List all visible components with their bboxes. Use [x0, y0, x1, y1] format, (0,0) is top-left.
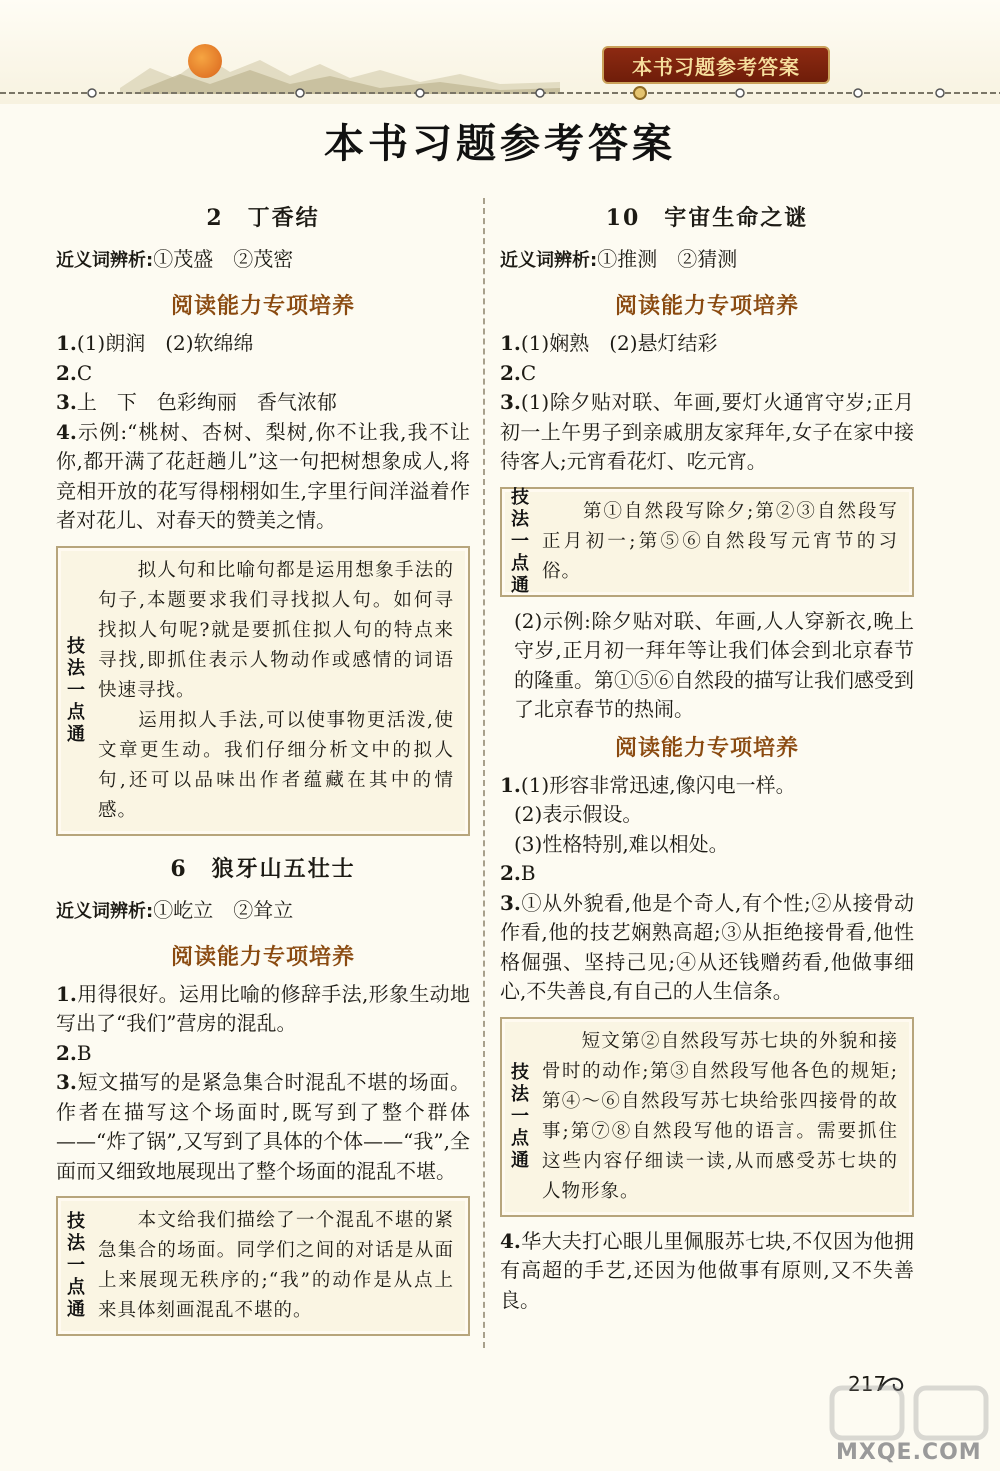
answer-item — [500, 329, 914, 359]
header-badge: 本书习题参考答案 — [602, 46, 830, 84]
answer-item — [500, 388, 914, 477]
answer-text: 上 下 色彩绚丽 香气浓郁 — [76, 390, 337, 414]
answer-item — [56, 418, 470, 536]
answer-number: 1. — [500, 772, 521, 797]
answer-item — [56, 388, 470, 418]
answer-text: (2)表示假设。 — [514, 802, 643, 826]
section-heading: 阅读能力专项培养 — [614, 293, 799, 319]
column-divider — [483, 198, 485, 1348]
vocab-text: ①屹立 ②耸立 — [153, 897, 294, 922]
answer-number: 4. — [500, 1228, 521, 1253]
tip-label: 技法一点通 — [67, 635, 85, 745]
tip-label: 技法一点通 — [67, 1211, 85, 1320]
answer-text: B — [520, 861, 536, 885]
answer-item — [500, 1227, 914, 1316]
answer-number: 1. — [56, 981, 77, 1006]
right-column — [500, 195, 914, 1315]
sun-icon — [188, 44, 222, 78]
tip-label: 技法一点通 — [511, 486, 529, 596]
answer-number: 1. — [56, 331, 77, 355]
answer-item — [56, 1068, 470, 1186]
vocab-line — [56, 241, 470, 279]
page-number: 217 — [848, 1372, 887, 1396]
answer-item — [500, 359, 914, 389]
answer-item — [56, 980, 470, 1039]
answer-number: 3. — [56, 1070, 77, 1094]
page-title: 本书习题参考答案 — [324, 120, 676, 167]
answer-number: 2. — [500, 861, 521, 885]
lesson-title: 10 宇宙生命之谜 — [605, 205, 809, 231]
tip-box — [500, 487, 914, 597]
answer-number: 4. — [56, 419, 77, 444]
answer-text: (1)娴熟 (2)悬灯结彩 — [520, 331, 718, 355]
answer-number: 3. — [500, 390, 521, 414]
answer-text: C — [520, 360, 537, 385]
answer-number: 3. — [500, 890, 521, 915]
section-heading: 阅读能力专项培养 — [614, 734, 799, 761]
answer-continuation: (2)示例:除夕贴对联、年画,人人穿新衣,晚上守岁,正月初一拜年等让我们体会到北京春节的隆重。第①⑤⑥自然段的描写让我们感受到了北京春节的热闹。 — [514, 608, 914, 721]
header-rule — [0, 88, 1000, 98]
tip-text: 短文第②自然段写苏七块的外貌和接骨时的动作;第③自然段写他各色的规矩;第④～⑥自然段写苏七块给张四接骨的故事;第⑦⑧自然段写他的语言。需要抓住这些内容仔细读一读,从而感受苏七块的人物形象。 — [542, 1030, 898, 1202]
tip-text: 本文给我们描绘了一个混乱不堪的紧急集合的场面。同学们之间的对话是从面上来展现无秩序的;“我”的动作是从点上来具体刻画混乱不堪的。 — [98, 1210, 454, 1321]
tip-box — [500, 1017, 914, 1217]
vocab-line — [500, 241, 914, 279]
answer-number: 1. — [500, 331, 521, 355]
answer-item — [500, 859, 914, 889]
section-heading: 阅读能力专项培养 — [170, 293, 355, 319]
answer-text: C — [76, 360, 93, 385]
answer-text: (3)性格特别,难以相处。 — [514, 831, 729, 856]
answer-number: 2. — [500, 360, 521, 385]
answer-item — [56, 1039, 470, 1069]
vocab-label: 近义词辨析: — [56, 900, 154, 922]
lesson-title: 6 狼牙山五壮士 — [170, 855, 356, 882]
answer-item — [500, 889, 914, 1007]
vocab-line — [56, 892, 470, 930]
left-column — [56, 195, 470, 1346]
answer-number: 2. — [56, 360, 77, 385]
tip-text: 拟人句和比喻句都是运用想象手法的句子,本题要求我们寻找拟人句。如何寻找拟人句呢?就是要抓住拟人句的特点来寻找,即抓住表示人物动作或感情的词语快速寻找。 运用拟人手法,可以使事物更活泼,使文章更生动。我们仔细分析文中的拟人句,还可以品味出作者蕴藏在其中的情感。 — [98, 559, 454, 821]
answer-text: 华大夫打心眼儿里佩服苏七块,不仅因为他拥有高超的手艺,还因为他做事有原则,又不失善良。 — [500, 1228, 914, 1312]
section-heading: 阅读能力专项培养 — [170, 943, 355, 970]
answer-text: (1)形容非常迅速,像闪电一样。 — [520, 772, 796, 797]
answer-item — [500, 830, 914, 860]
answer-item — [500, 771, 914, 801]
vocab-label: 近义词辨析: — [500, 250, 598, 271]
lesson-title: 2 丁香结 — [206, 205, 320, 231]
answer-text: (1)除夕贴对联、年画,要灯火通宵守岁;正月初一上午男子到亲戚朋友家拜年,女子在家中接待客人;元宵看花灯、吃元宵。 — [500, 390, 914, 473]
answer-number: 3. — [56, 390, 77, 414]
tip-box — [56, 1196, 470, 1336]
answer-number: 2. — [56, 1040, 77, 1065]
vocab-text: ①推测 ②猜测 — [597, 247, 738, 271]
vocab-text: ①茂盛 ②茂密 — [153, 247, 294, 271]
answer-text: (1)朗润 (2)软绵绵 — [76, 331, 254, 355]
answer-text: B — [76, 1040, 92, 1065]
watermark-text: MXQE.COM — [836, 1440, 982, 1465]
tip-text: 第①自然段写除夕;第②③自然段写正月初一;第⑤⑥自然段写元宵节的习俗。 — [542, 500, 898, 582]
answer-text: 示例:“桃树、杏树、梨树,你不让我,我不让你,都开满了花赶趟儿”这一句把树想象成人,将竞相开放的花写得栩栩如生,字里行间洋溢着作者对花儿、对春天的赞美之情。 — [56, 419, 470, 532]
answer-item — [500, 800, 914, 830]
vocab-label: 近义词辨析: — [56, 250, 154, 271]
answer-item — [56, 359, 470, 389]
badge-pin-icon — [633, 86, 647, 100]
tip-label: 技法一点通 — [511, 1061, 529, 1171]
answer-item — [56, 329, 470, 359]
tip-box — [56, 546, 470, 836]
mountain-landscape-icon — [120, 38, 560, 94]
answer-text: 短文描写的是紧急集合时混乱不堪的场面。作者在描写这个场面时,既写到了整个群体——“炸了锅”,又写到了具体的个体——“我”,全面而又细致地展现出了整个场面的混乱不堪。 — [56, 1070, 470, 1183]
answer-text: 用得很好。运用比喻的修辞手法,形象生动地写出了“我们”营房的混乱。 — [56, 981, 470, 1035]
answer-text: ①从外貌看,他是个奇人,有个性;②从接骨动作看,他的技艺娴熟高超;③从拒绝接骨看,他性格倔强、坚持己见;④从还钱赠药看,他做事细心,不失善良,有自己的人生信条。 — [500, 890, 914, 1003]
